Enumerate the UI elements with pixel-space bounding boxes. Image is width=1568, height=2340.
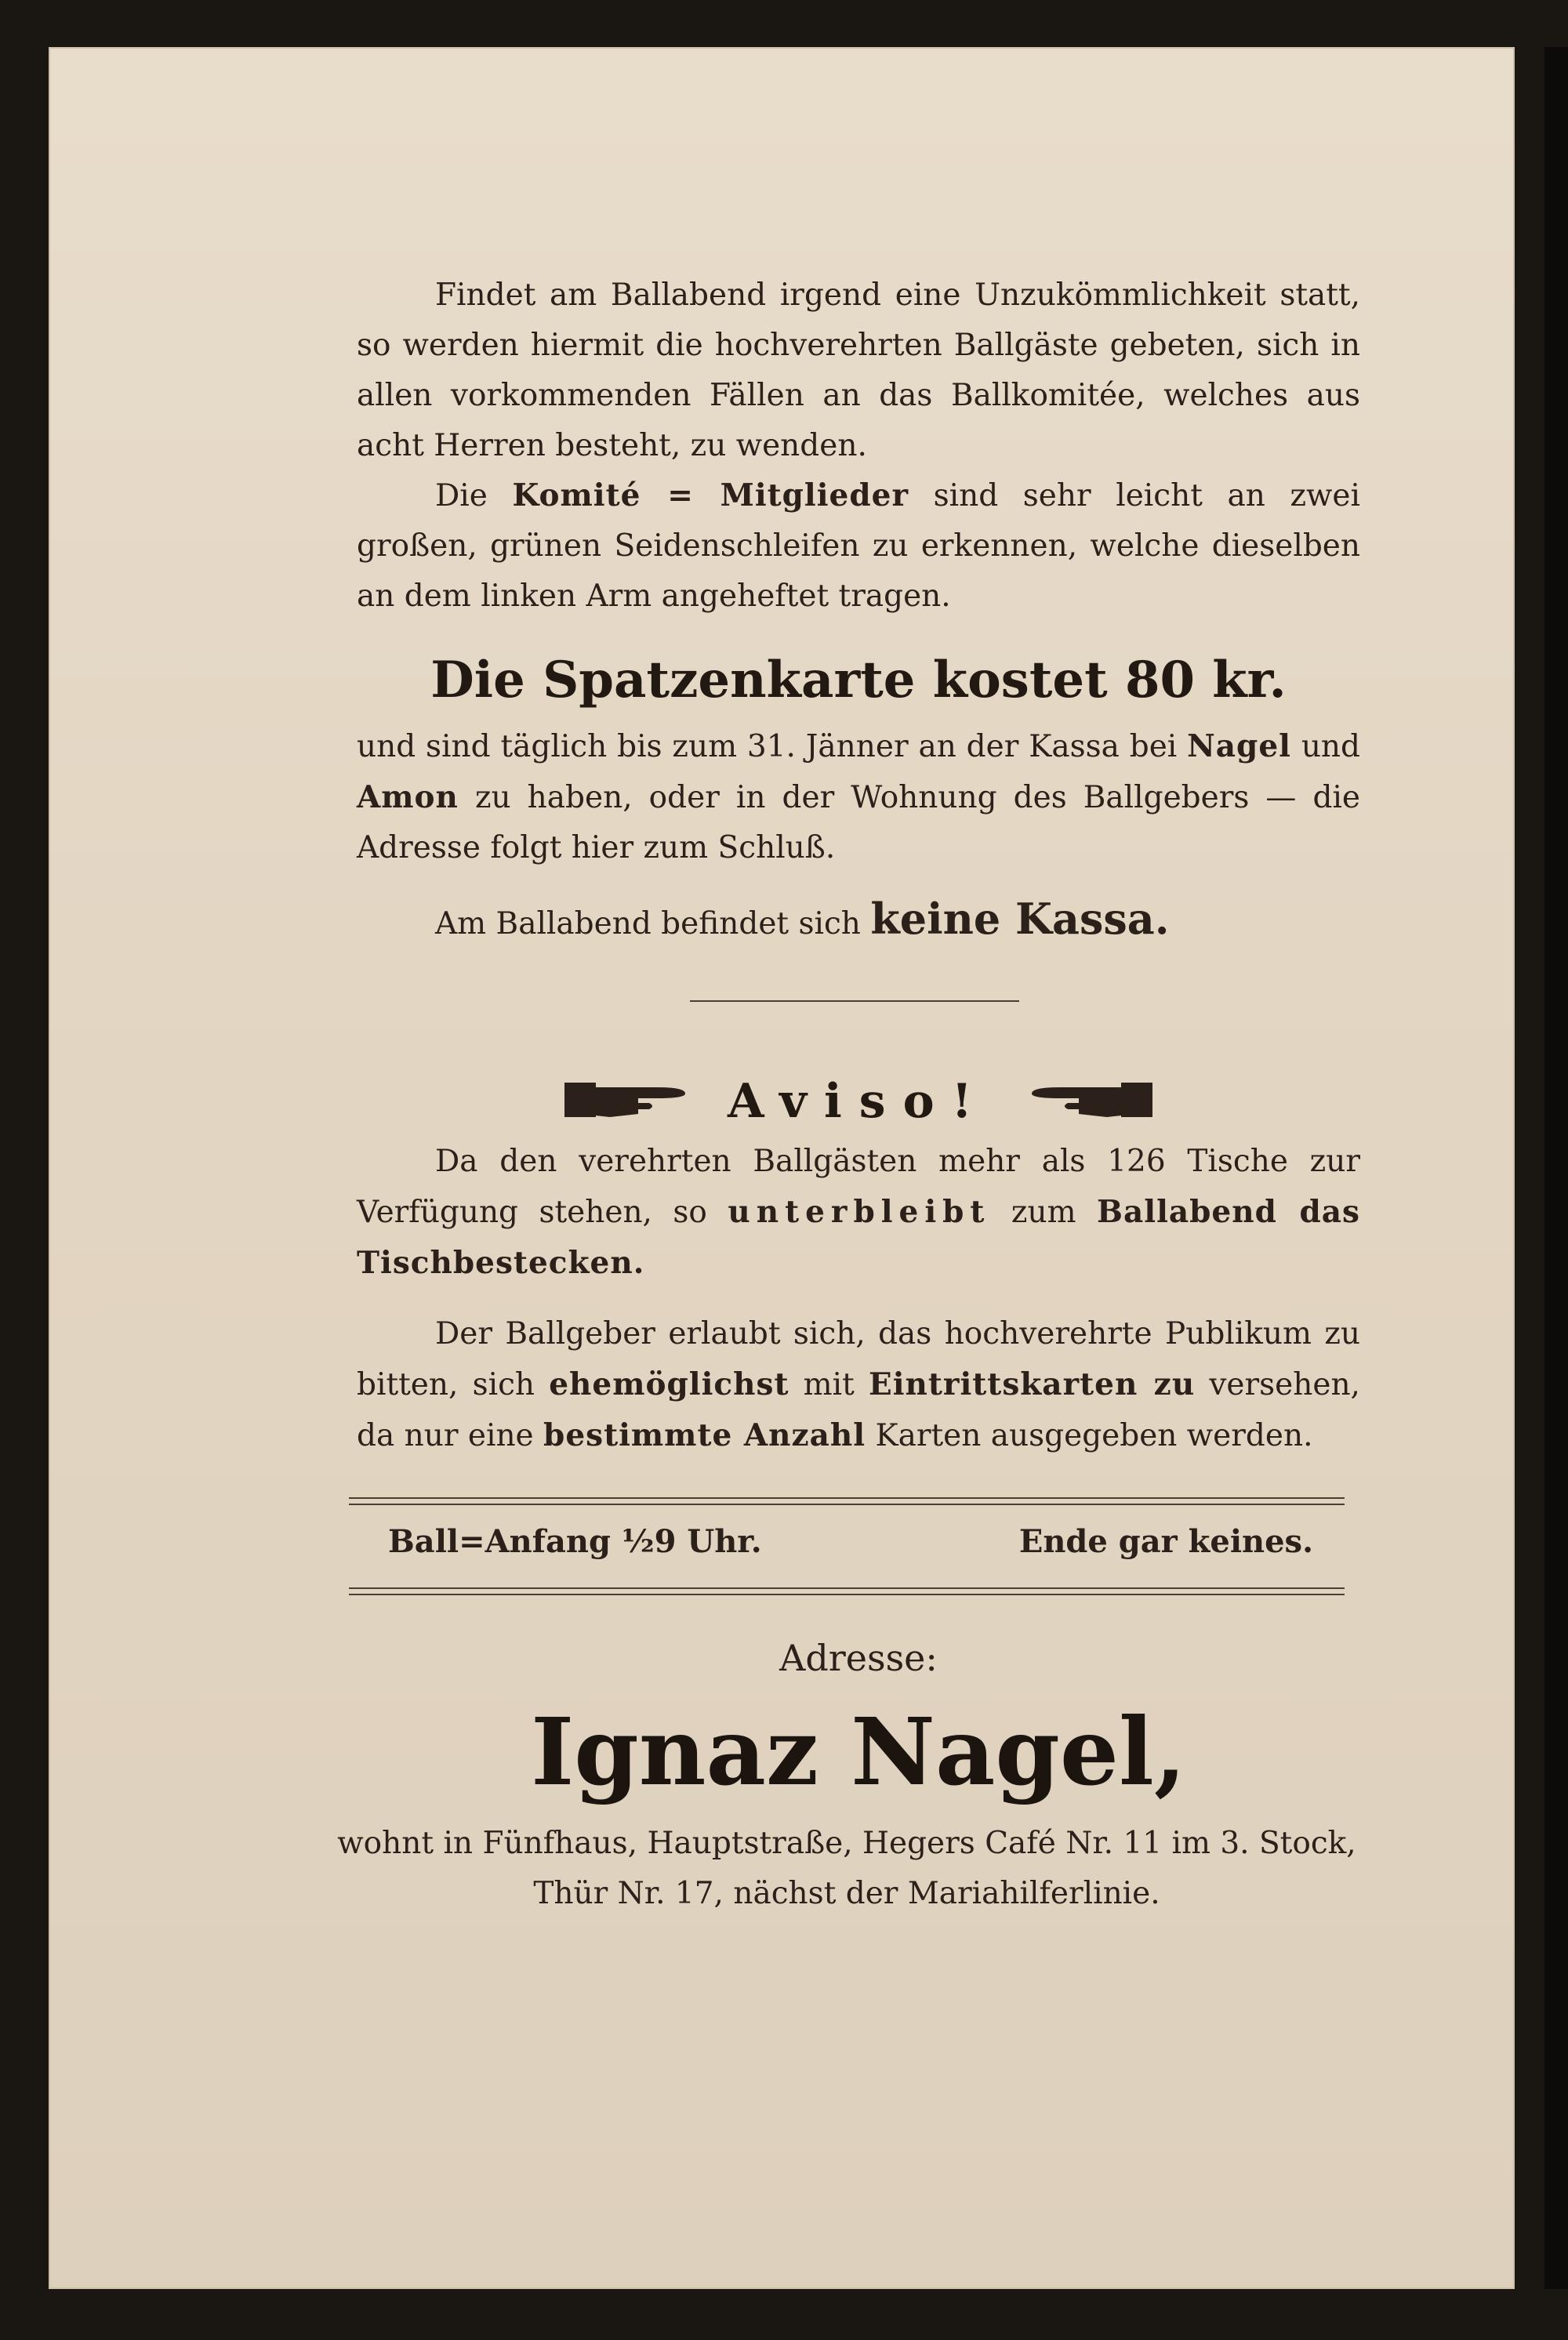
- para3-text: [357, 721, 1360, 873]
- aviso-title: Aviso!: [728, 1074, 989, 1129]
- paragraph-komitee: [357, 470, 1360, 622]
- para2-text: [357, 470, 1360, 622]
- para2-end: sind sehr leicht an zwei großen, grünen Seidenschleifen zu erkennen, welche dieselben an dem linken Arm angeheftet tragen.: [357, 478, 1360, 614]
- nagel-bold: Nagel: [1187, 728, 1291, 764]
- komitee-mitglieder-bold: Komité = Mitglieder: [512, 477, 909, 513]
- paragraph-tische: [357, 1137, 1360, 1289]
- host-name: Ignaz Nagel,: [531, 1697, 1186, 1806]
- bestimmte-anzahl-bold: bestimmte Anzahl: [543, 1417, 866, 1453]
- ball-end-text: Ende gar keines.: [1018, 1523, 1313, 1560]
- para6-c: versehen, da nur eine: [357, 1367, 1360, 1453]
- para6-a: Der Ballgeber erlaubt sich, das hochverehrte Publikum zu bitten, sich: [357, 1316, 1360, 1402]
- paragraph-keine-kassa: [357, 894, 1360, 949]
- double-rule-bottom: [349, 1587, 1345, 1595]
- para3-c: zu haben, oder in der Wohnung des Ballgebers — die Adresse folgt hier zum Schluß.: [357, 780, 1360, 865]
- aviso-heading: [357, 1074, 1360, 1129]
- para2-start: Die: [435, 478, 488, 513]
- keine-kassa-bold: keine Kassa.: [870, 894, 1170, 944]
- para4-a: Am Ballabend befindet sich: [435, 906, 861, 941]
- para5-a: Da den verehrten Ballgästen mehr als 126 Tische zur Verfügung stehen, so: [357, 1144, 1360, 1230]
- paragraph-kassa-info: [357, 721, 1360, 873]
- amon-bold: Amon: [357, 779, 459, 815]
- para5-b: zum: [1011, 1195, 1076, 1230]
- para3-b: und: [1301, 729, 1361, 764]
- dark-edge-strip: [1544, 47, 1568, 2289]
- para6-d: Karten ausgegeben werden.: [875, 1418, 1313, 1453]
- pointing-hand-left-icon: [1029, 1076, 1154, 1126]
- ball-start-text: Ball=Anfang ½9 Uhr.: [388, 1523, 762, 1560]
- paragraph-unzukoemmlichkeit: [357, 270, 1360, 471]
- ball-times-row: [388, 1517, 1313, 1567]
- unterbleibt-spaced: unterbleibt: [728, 1194, 991, 1230]
- paragraph-eintrittskarten: [357, 1309, 1360, 1461]
- para4-text: [357, 894, 1360, 949]
- section-divider: [690, 1000, 1019, 1002]
- eintrittskarten-bold: Eintrittskarten zu: [869, 1366, 1196, 1402]
- para6-text: [357, 1309, 1360, 1461]
- para5-text: [357, 1137, 1360, 1289]
- pointing-hand-right-icon: [563, 1076, 688, 1126]
- spatzenkarte-headline: Die Spatzenkarte kostet 80 kr.: [430, 651, 1287, 709]
- tischbestecken-bold: Ballabend das Tischbestecken.: [357, 1194, 1360, 1281]
- para6-b: mit: [803, 1367, 855, 1402]
- para3-a: und sind täglich bis zum 31. Jänner an der Kassa bei: [357, 729, 1178, 764]
- double-rule-top: [349, 1497, 1345, 1505]
- para1-text: Findet am Ballabend irgend eine Unzukömmlichkeit statt, so werden hiermit die hochverehrten Ballgäste gebeten, sich in allen vorkommenden Fällen an das Ballkomitée, welches aus acht Herren besteht, zu wenden.: [357, 278, 1360, 463]
- adresse-label: Adresse:: [779, 1637, 938, 1679]
- host-address: wohnt in Fünfhaus, Hauptstraße, Hegers Café Nr. 11 im 3. Stock, Thür Nr. 17, nächst der Mariahilferlinie.: [337, 1826, 1356, 1911]
- ehemoeglichst-bold: ehemöglichst: [549, 1366, 789, 1402]
